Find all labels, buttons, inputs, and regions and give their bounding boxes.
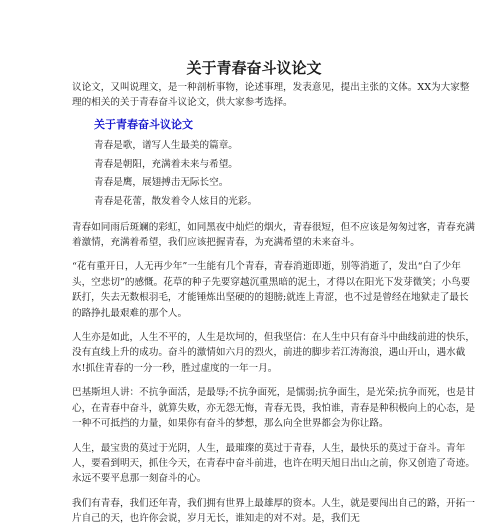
body-paragraph: 人生，最宝贵的莫过于光阴，人生，最璀璨的莫过于青春，人生，最快乐的莫过于奋斗。青年人，要看到明天，抓住今天，在青春中奋斗前进，也许在明天旭日出山之前，你又创造了奇迹。永远不要平息那一刻奋斗的心。 — [72, 442, 475, 485]
document-title: 关于青春奋斗议论文 — [186, 59, 322, 77]
poem-block — [72, 137, 476, 212]
poem-line: 青春是花蕾，散发着令人炫目的光彩。 — [94, 195, 258, 207]
body-paragraph: 人生亦是如此，人生不平的，人生是坎坷的，但我坚信：在人生中只有奋斗中曲线前进的快乐，没有直线上升的成功。奋斗的激情如六月的烈火，前进的脚步若江涛海浪，遇山开山，遇水截水!抓住青春的一分一秒，胜过虚度的一年一月。 — [72, 332, 475, 374]
poem-line: 青春是歌，谱写人生最美的篇章。 — [94, 139, 238, 151]
body-paragraph: 巴基斯坦人讲：不抗争面活，是最辱;不抗争面死，是懦弱;抗争面生，是光荣;抗争而死，也是甘心，在青春中奋斗，就算失败，亦无怨无悔，青春无畏，我怕谁，青春是种积极向上的心态，是一种不可抵挡的力量，如果你有奋斗的梦想，那么向全世界都会为你让路。 — [72, 387, 476, 430]
poem-line: 青春是朝阳，充满着未来与希望。 — [94, 158, 238, 170]
body-paragraph: 青春如同雨后斑斓的彩虹，如同黑夜中灿烂的烟火，青春很短，但不应该是匆匆过客，青春充满着激情，充满着希望，我们应该把握青春，为充满希望的未来奋斗。 — [72, 221, 475, 249]
body-paragraph: “花有重开日，人无再少年”一生能有几个青春，青春消逝即逝，别等消逝了，发出“白了少年头，空悲切”的感慨。花草的种子先要穿越沉重黑暗的泥土，才得以在阳光下发芽微笑；小鸟要跃打，失去无数根羽毛，才能锤炼出坚硬的的翅膀;就连上青涩，也不过是曾经在地狱走了最长的路挣扎最艰难的那个人。 — [72, 261, 471, 319]
section-subtitle: 关于青春奋斗议论文 — [94, 117, 193, 131]
poem-line: 青春是鹰，展翅搏击无际长空。 — [94, 177, 229, 189]
intro-paragraph: 议论文，又叫说理文，是一种剖析事物，论述事理，发表意见，提出主张的文体。XX为大家整理的相关的关于青春奋斗议论文，供大家参考选择。 — [72, 82, 470, 109]
body-paragraph: 我们有青春，我们还年青，我们拥有世界上最雄厚的资本。人生，就是要闯出自己的路，开拓一片自己的天，也许你会说，岁月无长，谁知走的对不对。是，我们无 — [72, 497, 475, 525]
